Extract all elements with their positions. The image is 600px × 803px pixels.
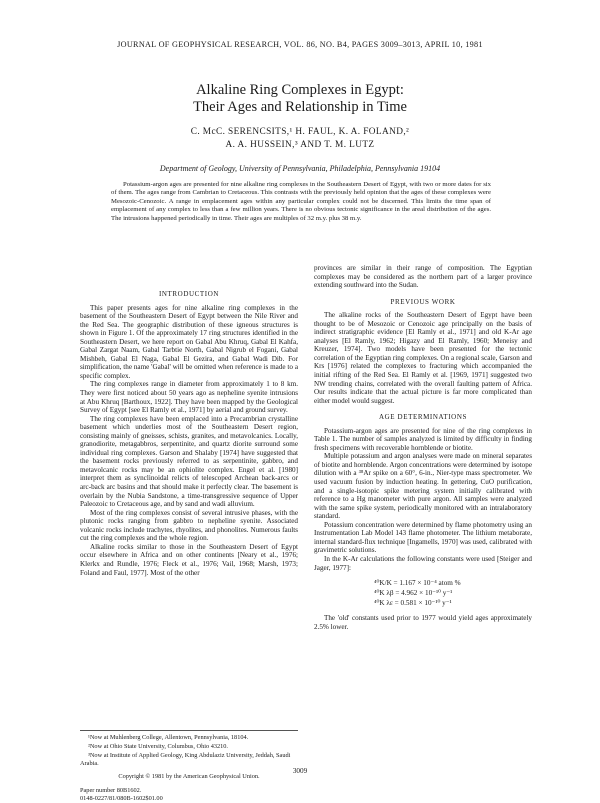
- intro-continuation: provinces are similar in their range of composition. The Egyptian complexes may be considered as the northern part of a larger province extending southward into the Sudan.: [314, 264, 532, 290]
- title-line-1: Alkaline Ring Complexes in Egypt:: [196, 82, 404, 98]
- left-column: [80, 290, 298, 577]
- previous-work-heading: PREVIOUS WORK: [390, 297, 456, 306]
- equation-2: ⁴⁰K λβ = 4.962 × 10⁻¹⁰ y⁻¹: [374, 589, 453, 598]
- introduction-heading: INTRODUCTION: [158, 290, 220, 298]
- footnote-1: ¹Now at Muhlenberg College, Allentown, Pennsylvania, 18104.: [88, 734, 249, 741]
- abstract: Potassium-argon ages are presented for nine alkaline ring complexes in the Southeastern Desert of Egypt, with two or more dates for six of them. The ages range from Cambrian to Cretaceous. This contrasts with the previously held opinion that the ages of these complexes were Mesozoic-Cenozoic. A range in emplacement ages within any particular complex could not be discerned. This limits the time span of emplacement of any complex to less than a few million years. There is no obvious tectonic significance in the areal distribution of the ages. The intrusions happened periodically in time. Their ages are multiples of 32 m.y. plus 38 m.y.: [111, 181, 491, 222]
- authors: [0, 126, 600, 151]
- age-paragraph-1: Potassium-argon ages are presented for nine of the ring complexes in Table 1. The number of samples analyzed is limited by difficulty in finding fresh specimens with recoverable hornblende or biotite.: [314, 426, 532, 452]
- authors-line-2: A. A. HUSSEIN,³ AND T. M. LUTZ: [225, 139, 375, 150]
- affiliation: Department of Geology, University of Pennsylvania, Philadelphia, Pennsylvania 19104: [159, 164, 441, 173]
- intro-paragraph-1: This paper presents ages for nine alkaline ring complexes in the basement of the Southeastern Desert of Egypt between the Nile River and the Red Sea. The geographic distribution of these igneous structures is shown in Figure 1. Of the approximately 17 ring structures identified in the Southeastern Desert, we here report on Gabal Abu Khruq, Gabal El Kahfa, Gabal Zargat Naam, Gabal Tarbtie North, Gabal Nigrub el Fogani, Gabal Mishbeh, Gabal El Naga, Gabal El Gezira, and Gabal Wadi Dib. For simplification, the name 'Gabal' will be omitted when reference is made to a specific complex.: [80, 303, 298, 380]
- age-determinations-heading: AGE DETERMINATIONS: [379, 413, 467, 422]
- age-paragraph-2: Multiple potassium and argon analyses were made on mineral separates of biotite and hornblende. Argon concentrations were determined by isotope dilution with a ³⁸Ar spike on a 60°, 6-in., Nier-type mass spectrometer. We used vacuum fusion by induction heating. In gettering, CuO purification, and a single-isotopic spike metering system initially calibrated with reference to a Hg manometer with pure argon. All samples were analyzed with the same spike system, periodically monitored with an intralaboratory standard.: [314, 452, 532, 521]
- paper-title: [0, 82, 600, 116]
- right-column: [314, 264, 532, 631]
- age-paragraph-5: The 'old' constants used prior to 1977 would yield ages approximately 2.5% lower.: [314, 614, 532, 631]
- age-paragraph-4: In the K-Ar calculations the following constants were used [Steiger and Jager, 1977]:: [314, 554, 532, 572]
- authors-line-1: C. McC. SERENCSITS,¹ H. FAUL, K. A. FOLAND,²: [190, 127, 410, 137]
- issn-code: 0148-0227/81/080B-1602$01.00: [80, 795, 163, 802]
- footnote-2: ²Now at Ohio State University, Columbus, Ohio 43210.: [88, 743, 229, 750]
- page-number: 3009: [292, 767, 308, 775]
- constants-equations: [374, 578, 532, 608]
- footnote-3: ³Now at Institute of Applied Geology, King Abdulaziz University, Jeddah, Saudi Arabia.: [80, 752, 291, 767]
- paper-number: Paper number 80B1602.: [80, 787, 142, 794]
- intro-paragraph-2: The ring complexes range in diameter from approximately 1 to 8 km. They were first noticed about 50 years ago as nepheline syenite intrusions at Abu Khruq [Barthoux, 1922]. They have been mapped by the Geological Survey of Egypt [see El Ramly et al., 1971] by aerial and ground survey.: [80, 380, 298, 415]
- copyright-notice: Copyright © 1981 by the American Geophysical Union.: [118, 773, 260, 780]
- equation-3: ⁴⁰K λε = 0.581 × 10⁻¹⁰ y⁻¹: [374, 599, 452, 608]
- intro-paragraph-4: Most of the ring complexes consist of several intrusive phases, with the plutonic rocks ranging from gabbro to nepheline syenite. Associated volcanic rocks include trachytes, rhyolites, and phonolites. Numerous faults cut the ring complexes and the whole region.: [80, 508, 298, 543]
- title-line-2: Their Ages and Relationship in Time: [193, 99, 407, 115]
- age-paragraph-3: Potassium concentration were determined by flame photometry using an Instrumentation Lab Model 143 flame photometer. The lithium metaborate, internal standard-flux technique [Ingamells, 1970] was used, calibrated with gravimetric solutions.: [314, 520, 532, 555]
- intro-paragraph-3: The ring complexes have been emplaced into a Precambrian crystalline basement which underlies most of the Southeastern Desert region, consisting mainly of gneisses, schists, granites, and metavolcanics. Locally, granodiorite, metagabbros, serpentinite, and quartz diorite surround some individual ring complexes. Garson and Shalaby [1974] have suggested that the basement rocks previously referred to as serpentinite, gabbro, and metavolcanic rocks may be an ophiolite complex. Engel et al. [1980] interpret them as synclinoidal relicts of telescoped Archean back-arcs or arc-back arc basins and that should make it perfectly clear. The basement is overlain by the Nubia Sandstone, a time-transgressive sequence of Upper Paleozoic to Cretaceous age, and by sand and wadi alluvium.: [80, 414, 298, 509]
- equation-1: ⁴⁰K/K = 1.167 × 10⁻⁴ atom %: [374, 579, 461, 588]
- journal-header: JOURNAL OF GEOPHYSICAL RESEARCH, VOL. 86, NO. B4, PAGES 3009–3013, APRIL 10, 1981: [117, 40, 483, 49]
- previous-work-paragraph: The alkaline rocks of the Southeastern Desert of Egypt have been thought to be of Mesozoic or Cenozoic age principally on the basis of indirect stratigraphic evidence [El Ramly et al., 1971] and old K-Ar age analyses [El Ramly, 1962; Higazy and El Ramly, 1960; Meneisy and Kreuzer, 1974]. Two models have been presented for the tectonic correlation of the Egyptian ring complexes. On a regional scale, Garson and Krs [1976] related the complexes to fracturing which accompanied the initial rifting of the Red Sea. El Ramly et al. [1969, 1971] suggested two NW trending chains, correlated with the overall faulting pattern of Africa. Our results indicate that the actual picture is far more complicated than either model would suggest.: [314, 311, 532, 405]
- intro-paragraph-5: Alkaline rocks similar to those in the Southeastern Desert of Egypt occur elsewhere in Africa and on other continents [Neary et al., 1976; Klerkx and Rundle, 1976; Fleck et al., 1976; Vail, 1968; Marsh, 1973; Foland and Faul, 1977]. Most of the other: [80, 542, 298, 577]
